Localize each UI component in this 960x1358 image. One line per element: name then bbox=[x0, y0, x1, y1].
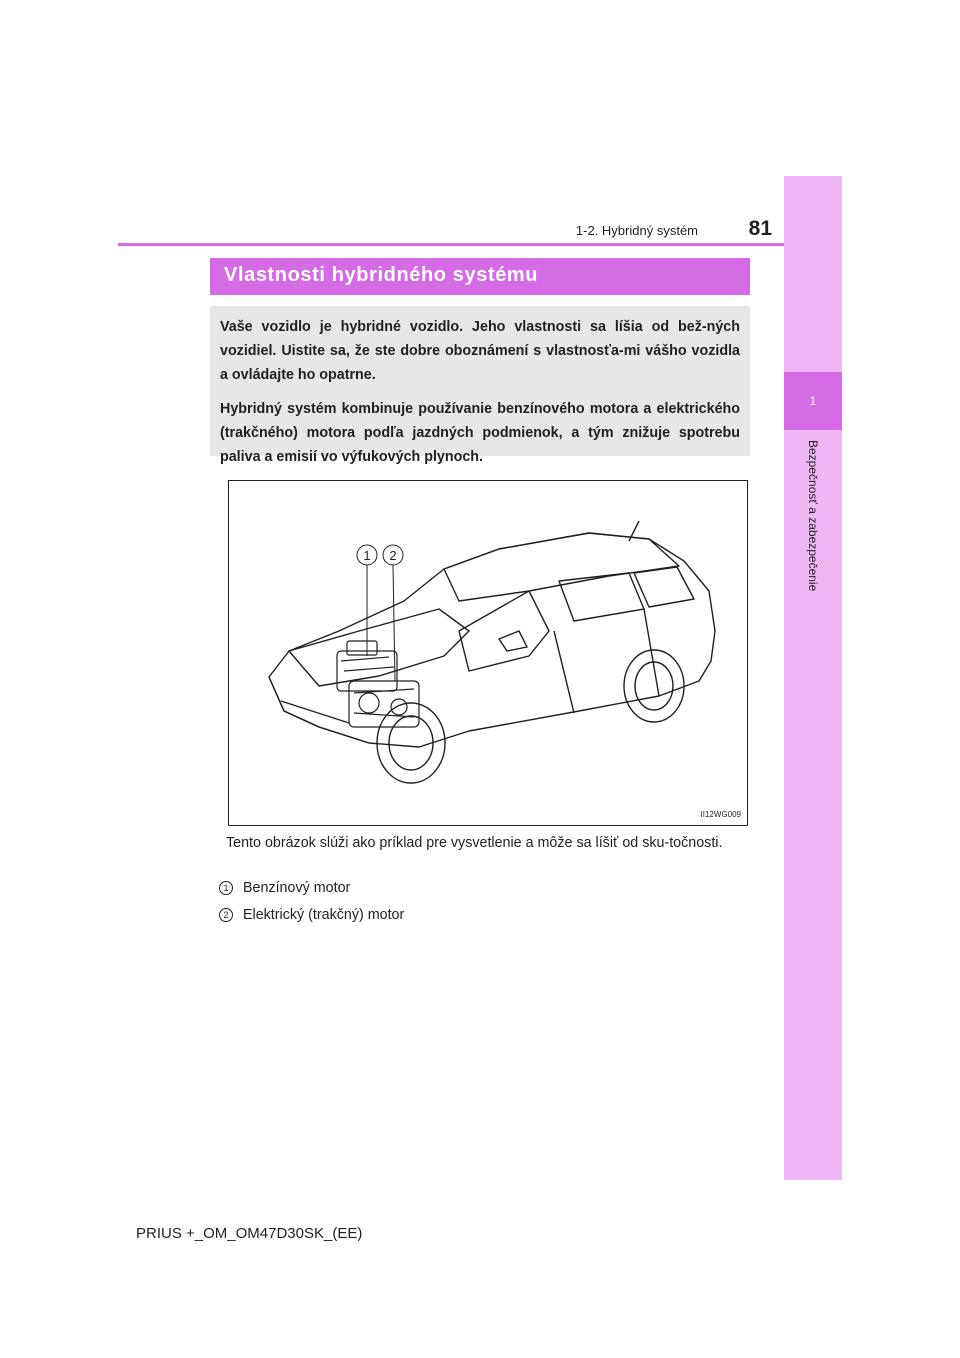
page-title: Vlastnosti hybridného systému bbox=[224, 264, 539, 286]
section-title-bar bbox=[210, 258, 750, 295]
legend-number: 1 bbox=[219, 881, 233, 895]
page-number: 81 bbox=[748, 217, 772, 240]
callout-1: 1 bbox=[363, 548, 371, 563]
intro-box bbox=[210, 306, 750, 465]
legend-label: Elektrický (trakčný) motor bbox=[243, 907, 405, 923]
callout-2: 2 bbox=[389, 548, 397, 563]
chapter-title: Bezpečnosť a zabezpečenie bbox=[806, 440, 820, 592]
section-label: 1-2. Hybridný systém bbox=[575, 223, 698, 238]
intro-paragraph: Hybridný systém kombinuje používanie benzínového motora a elektrického (trakčného) motora podľa jazdných podmienok, a tým znižuje spotrebu paliva a emisií vo výfukových plynoch. bbox=[220, 401, 740, 465]
figure-code: II12WG009 bbox=[700, 810, 741, 819]
footer-code: PRIUS +_OM_OM47D30SK_(EE) bbox=[136, 1225, 363, 1242]
car-illustration bbox=[228, 480, 748, 826]
chapter-side-tab bbox=[784, 176, 842, 1180]
legend-number: 2 bbox=[219, 908, 233, 922]
header-divider bbox=[118, 243, 784, 246]
car-drawing bbox=[229, 481, 747, 825]
figure-caption: Tento obrázok slúži ako príklad pre vysvetlenie a môže sa líšiť od sku-točnosti. bbox=[226, 835, 723, 851]
legend-label: Benzínový motor bbox=[243, 880, 351, 896]
chapter-number-tab bbox=[784, 372, 842, 430]
intro-paragraph: Vaše vozidlo je hybridné vozidlo. Jeho vlastnosti sa líšia od bež-ných vozidiel. Uistite sa, že ste dobre oboznámení s vlastnosťa-mi vášho vozidla a ovládajte ho opatrne. bbox=[220, 319, 740, 383]
chapter-number: 1 bbox=[809, 394, 817, 408]
legend-item bbox=[219, 880, 350, 896]
legend-item bbox=[219, 907, 404, 923]
